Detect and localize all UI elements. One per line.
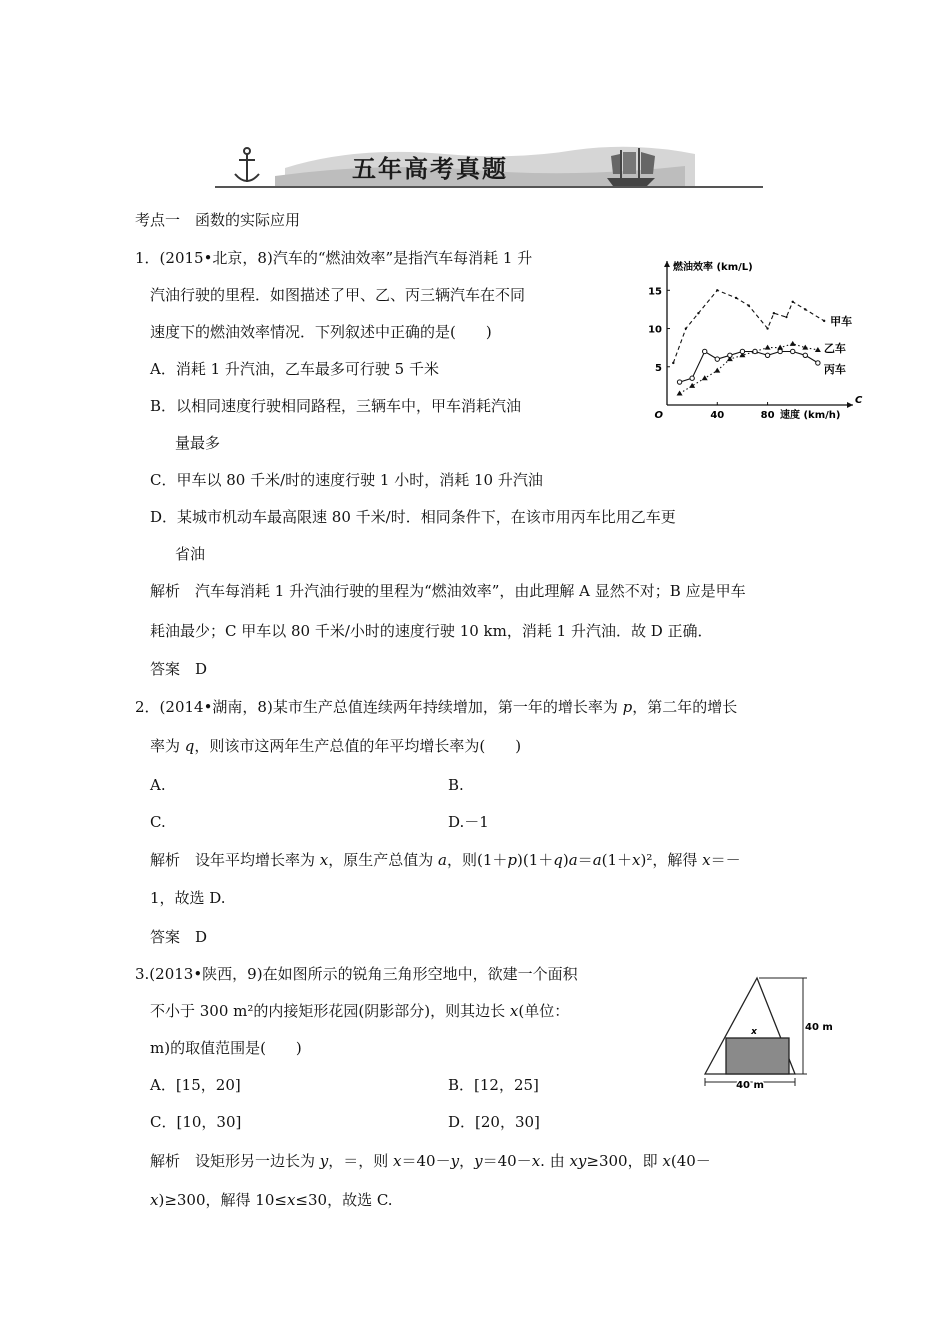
q1-option-c: C．甲车以 80 千米/时的速度行驶 1 小时，消耗 10 升汽油 — [150, 471, 543, 489]
q2-line1: 2．(2014•湖南，8)某市生产总值连续两年持续增加，第一年的增长率为 p，第二年的增长 — [135, 698, 738, 716]
data-point — [740, 349, 744, 353]
q3-line1: 3.(2013•陕西，9)在如图所示的锐角三角形空地中，欲建一个面积 — [135, 965, 578, 983]
q3-line2: 不小于 300 m²的内接矩形花园(阴影部分)，则其边长 x(单位： — [150, 1002, 570, 1020]
q2-option-b: B. — [448, 776, 464, 794]
data-point — [728, 353, 732, 357]
q1-line1: 1．(2015•北京，8)汽车的“燃油效率”是指汽车每消耗 1 升 — [135, 249, 533, 267]
q2-line2: 率为 q，则该市这两年生产总值的年平均增长率为( ) — [150, 737, 522, 755]
data-point — [765, 353, 769, 357]
q1-analysis-line2: 耗油最少；C 甲车以 80 千米/小时的速度行驶 10 km，消耗 1 升汽油．故 D 正确． — [150, 622, 713, 640]
x-tick-label: 40 — [710, 410, 725, 421]
y-tick-label: 15 — [648, 286, 662, 298]
data-point — [753, 349, 757, 353]
y-tick-label: 5 — [655, 362, 662, 374]
series-line-2 — [680, 352, 818, 383]
data-point — [702, 375, 708, 380]
axis-end-label: C — [855, 395, 863, 406]
x-axis-arrow — [847, 402, 853, 408]
q2-option-c: C. — [150, 813, 166, 831]
side-x-label: x — [751, 1027, 757, 1037]
q3-option-b: B．[12，25] — [448, 1076, 539, 1094]
data-point — [735, 297, 737, 299]
q1-option-b-line2: 量最多 — [175, 434, 221, 452]
q2-analysis-line2: 1，故选 D. — [150, 889, 226, 907]
data-point — [791, 349, 795, 353]
q3-option-d: D．[20，30] — [448, 1113, 540, 1131]
data-point — [785, 316, 787, 318]
data-point — [685, 327, 687, 329]
data-point — [790, 341, 796, 346]
triangle-rectangle-figure — [695, 972, 835, 1094]
data-point — [804, 308, 806, 310]
q1-analysis-line1: 解析 汽车每消耗 1 升汽油行驶的里程为“燃油效率”，由此理解 A 显然不对；B 应是甲车 — [150, 582, 746, 600]
data-point — [792, 301, 794, 303]
q3-option-a: A．[15，20] — [150, 1076, 241, 1094]
series-label: 丙车 — [823, 362, 846, 376]
y-tick-label: 10 — [648, 324, 662, 336]
section-title: 考点一 函数的实际应用 — [135, 211, 301, 229]
width-label: 40 m — [736, 1080, 764, 1091]
data-point — [677, 380, 681, 384]
x-axis-label: 速度 (km/h) — [780, 410, 841, 421]
page-title: 五年高考真题 — [352, 155, 508, 183]
q3-analysis-line1: 解析 设矩形另一边长为 y，＝，则 x＝40－y，y＝40－x. 由 xy≥300，即 x(40－ — [150, 1152, 711, 1170]
data-point — [778, 349, 782, 353]
data-point — [765, 345, 771, 350]
q1-option-a: A．消耗 1 升汽油，乙车最多可行驶 5 千米 — [150, 360, 439, 378]
data-point — [766, 327, 768, 329]
data-point — [748, 304, 750, 306]
data-point — [815, 347, 821, 352]
series-label: 甲车 — [830, 314, 853, 328]
data-point — [689, 383, 695, 388]
q2-analysis-line1: 解析 设年平均增长率为 x，原生产总值为 a，则(1＋p)(1＋q)a＝a(1＋x)²，解得 x＝－ — [150, 851, 741, 869]
q3-line3: m)的取值范围是( ) — [150, 1039, 302, 1057]
y-axis-label: 燃油效率 (km/L) — [673, 262, 753, 273]
q1-answer: 答案 D — [150, 660, 208, 678]
q1-line3: 速度下的燃油效率情况．下列叙述中正确的是( ) — [150, 323, 492, 341]
q2-option-d: D.－1 — [448, 813, 489, 831]
q1-line2: 汽油行驶的里程．如图描述了甲、乙、丙三辆汽车在不同 — [150, 286, 526, 304]
data-point — [703, 349, 707, 353]
fuel-efficiency-chart — [640, 250, 870, 430]
data-point — [697, 312, 699, 314]
q1-option-d-line2: 省油 — [175, 545, 206, 563]
origin-label: O — [654, 410, 663, 421]
data-point — [715, 357, 719, 361]
q1-option-d-line1: D．某城市机动车最高限速 80 千米/时．相同条件下，在该市用丙车比用乙车更 — [150, 508, 676, 526]
q3-analysis-line2: x)≥300，解得 10≤x≤30，故选 C. — [150, 1191, 393, 1209]
garden-rectangle — [726, 1038, 789, 1074]
height-label: 40 m — [805, 1022, 833, 1033]
q3-option-c: C．[10，30] — [150, 1113, 242, 1131]
y-axis-arrow — [664, 261, 670, 267]
q2-answer: 答案 D — [150, 928, 208, 946]
data-point — [672, 362, 674, 364]
data-point — [823, 320, 825, 322]
data-point — [690, 376, 694, 380]
data-point — [803, 353, 807, 357]
data-point — [714, 368, 720, 373]
data-point — [773, 312, 775, 314]
q2-option-a: A. — [150, 776, 166, 794]
q1-option-b-line1: B．以相同速度行驶相同路程，三辆车中，甲车消耗汽油 — [150, 397, 522, 415]
data-point — [716, 289, 718, 291]
data-point — [677, 391, 683, 396]
x-tick-label: 80 — [760, 410, 775, 421]
series-label: 乙车 — [823, 341, 846, 355]
data-point — [816, 361, 820, 365]
anchor-icon — [235, 148, 259, 182]
